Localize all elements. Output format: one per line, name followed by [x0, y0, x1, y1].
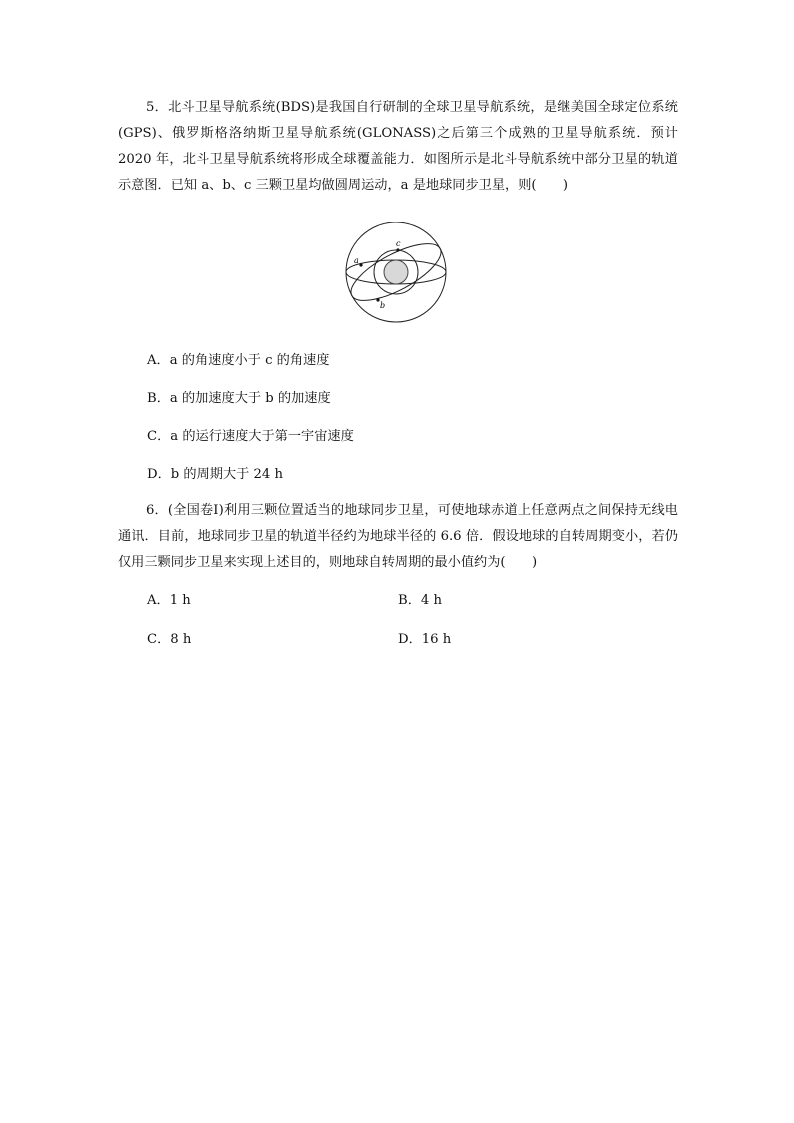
q5-option-b[interactable] [147, 389, 331, 409]
q6-option-b[interactable] [398, 591, 442, 611]
q6-option-a[interactable] [147, 591, 191, 611]
orbit-diagram [341, 222, 453, 326]
option-text: 4 h [420, 593, 442, 608]
q5-option-d[interactable] [147, 465, 283, 485]
option-letter: C． [147, 632, 171, 647]
option-letter: A． [147, 593, 170, 608]
question-5-stem: 5．北斗卫星导航系统(BDS)是我国自行研制的全球卫星导航系统，是继美国全球定位系统(GPS)、俄罗斯格洛纳斯卫星导航系统(GLONASS)之后第三个成熟的卫星导航系统．预计 2020 年，北斗卫星导航系统将形成全球覆盖能力．如图所示是北斗导航系统中部分卫星的轨道示意图．已知 a、b、c 三颗卫星均做圆周运动，a 是地球同步卫星，则( ) [118, 100, 678, 193]
earth [384, 260, 408, 284]
q5-option-a[interactable] [147, 351, 329, 371]
satellite-a [359, 263, 362, 266]
satellite-orbit-figure [341, 222, 453, 326]
satellite-c [396, 248, 399, 251]
option-text: a 的角速度小于 c 的角速度 [169, 353, 330, 368]
q6-option-d[interactable] [398, 630, 451, 650]
q5-option-c[interactable] [147, 427, 354, 447]
question-6-stem: 6．(全国卷Ⅰ)利用三颗位置适当的地球同步卫星，可使地球赤道上任意两点之间保持无线电通讯．目前，地球同步卫星的轨道半径约为地球半径的 6.6 倍．假设地球的自转周期变小，若仍仅用三颗同步卫星来实现上述目的，则地球自转周期的最小值约为( ) [118, 503, 678, 570]
option-letter: A． [147, 353, 170, 368]
label-b: b [380, 301, 386, 310]
option-text: 8 h [170, 632, 192, 647]
option-letter: B． [398, 593, 421, 608]
option-text: 16 h [421, 632, 452, 647]
q6-option-c[interactable] [147, 630, 191, 650]
option-letter: B． [147, 391, 170, 406]
option-text: 1 h [169, 593, 191, 608]
option-text: a 的加速度大于 b 的加速度 [169, 391, 331, 406]
option-letter: D． [398, 632, 422, 647]
option-letter: C． [147, 429, 171, 444]
label-a: a [354, 256, 359, 265]
label-c: c [396, 239, 401, 248]
option-text: b 的周期大于 24 h [170, 467, 283, 482]
option-text: a 的运行速度大于第一宇宙速度 [170, 429, 354, 444]
option-letter: D． [147, 467, 171, 482]
